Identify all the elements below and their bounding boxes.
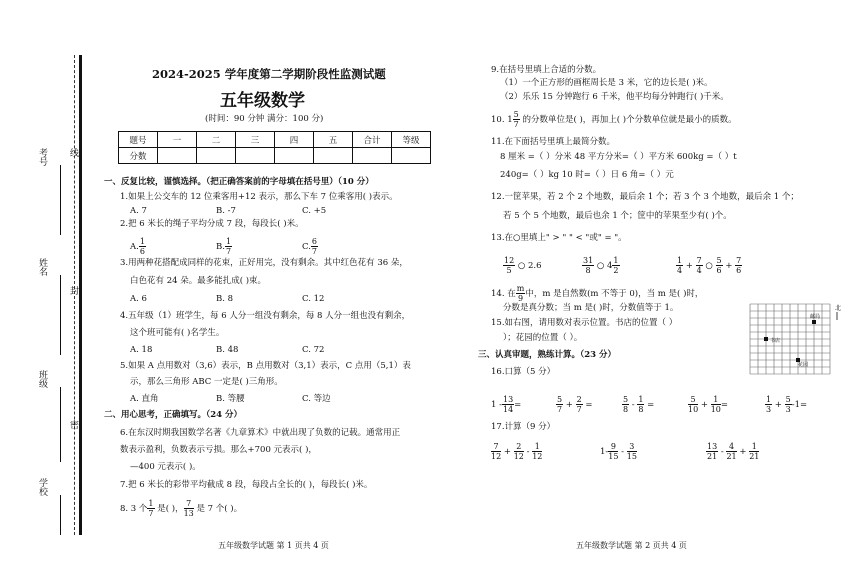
q7-text: 7.把 6 米长的彩带平均截成 8 段，每段占全长的( )，每段长( )米。 xyxy=(120,480,373,490)
score-cell[interactable] xyxy=(392,148,431,164)
q1-option-b: B. -7 xyxy=(216,206,236,216)
score-cell[interactable] xyxy=(353,148,392,164)
solid-binding-line xyxy=(79,55,82,535)
q6-text-line2: 数表示盈利，负数表示亏损。那么+700 元表示( )， xyxy=(120,445,317,455)
q2-option-b: B. $\frac{1}{7}$ xyxy=(216,237,232,256)
section3-title: 三、认真审题，熟练计算。（23 分） xyxy=(478,350,617,360)
q12-line1: 12.一筐苹果，若 2 个 2 个地数，最后余 1 个；若 3 个 3 个地数，最后余 1 个； xyxy=(491,192,799,202)
q16-item5: $\frac{1}{3}$ + $\frac{5}{3}$ -1= xyxy=(766,395,808,414)
q16-item2: $\frac{5}{7}$ + $\frac{2}{7}$ = xyxy=(557,395,593,414)
q1-option-a: A. 7 xyxy=(130,206,147,216)
seal-char-line: 线 xyxy=(68,148,78,157)
score-row-label: 分数 xyxy=(119,148,158,164)
q3-option-a: A. 6 xyxy=(130,294,147,304)
q4-option-b: B. 48 xyxy=(216,345,239,355)
dashed-binding-line xyxy=(74,55,75,535)
q11-line2: 240g=（ ）kg 10 时=（ ）日 6 角=（ ）元 xyxy=(500,170,674,180)
q17-item1: $\frac{7}{12}$ + $\frac{2}{12}$ - $\frac{1}{12}$ xyxy=(491,442,543,461)
score-cell[interactable] xyxy=(314,148,353,164)
footer-page1: 五年级数学试题 第 1 页共 4 页 xyxy=(218,541,329,550)
q5-text-line2: 示，那么三角形 ABC 一定是( )三角形。 xyxy=(130,377,283,387)
exam-no-line xyxy=(60,165,61,235)
q16-item4: $\frac{5}{10}$ + $\frac{1}{10}$ = xyxy=(688,395,729,414)
grid-label-garden: 花园 xyxy=(798,362,809,368)
score-header-cell: 等级 xyxy=(392,132,431,148)
subject-title: 五年级数学 xyxy=(220,91,305,111)
score-cell[interactable] xyxy=(275,148,314,164)
q2-option-c: C. $\frac{6}{7}$ xyxy=(302,237,317,256)
position-grid-map xyxy=(742,298,842,380)
q15-text-line1: 15.如右图，请用数对表示位置。书店的位置（ ） xyxy=(491,318,678,328)
q17-item3: $\frac{13}{21}$ - $\frac{4}{21}$ + $\frac{1}{21}$ xyxy=(707,442,760,461)
q16-title: 16.口算（5 分） xyxy=(491,367,556,377)
score-header-cell: 三 xyxy=(236,132,275,148)
score-cell[interactable] xyxy=(236,148,275,164)
q9-part2: （2）乐乐 15 分钟跑行 6 千米，他平均每分钟跑行( )千米。 xyxy=(500,92,729,102)
grid-svg xyxy=(742,298,842,380)
score-header-cell: 一 xyxy=(158,132,197,148)
school-label: 学校 xyxy=(37,478,47,496)
q12-line2: 若 5 个 5 个地数，最后也余 1 个；筐中的苹果至少有( )个。 xyxy=(503,211,732,221)
q8-text: 8. 3 个 $\frac{1}{7}$ 是( )， $\frac{7}{13}$ 是 7 个( )。 xyxy=(120,499,243,518)
exam-info: (时间：90 分钟 满分：100 分) xyxy=(205,114,324,124)
q4-text-line1: 4.五年级（1）班学生，每 6 人分一组没有剩余，每 8 人分一组也没有剩余， xyxy=(120,311,411,321)
name-line xyxy=(60,275,61,355)
score-header-cell: 四 xyxy=(275,132,314,148)
seal-char-seal: 封 xyxy=(68,286,78,295)
q3-option-c: C. 12 xyxy=(302,294,325,304)
q5-text-line1: 5.如果 A 点用数对（3,6）表示，B 点用数对（3,1）表示，C 点用（5,1）表 xyxy=(120,361,411,371)
q2-text: 2.把 6 米长的绳子平均分成 7 段，每段长( )米。 xyxy=(120,219,304,229)
score-cell[interactable] xyxy=(158,148,197,164)
q16-item3: $\frac{5}{8}$ - $\frac{1}{8}$ = xyxy=(623,395,655,414)
class-line xyxy=(60,387,61,462)
q13-title: 13.在○里填上" > " " < "或" = "。 xyxy=(491,233,627,243)
q13-item1: $\frac{12}{5}$ ○ 2.6 xyxy=(504,256,542,275)
q13-item2: $\frac{31}{8}$ ○ 4 $\frac{1}{2}$ xyxy=(583,256,619,275)
q10-text: 10. 1 $\frac{5}{7}$ 的分数单位是( )，再加上( )个分数单位就是最小的质数。 xyxy=(491,110,737,129)
q1-option-c: C. +5 xyxy=(302,206,327,216)
score-header-cell: 题号 xyxy=(119,132,158,148)
binding-margin xyxy=(0,0,92,577)
q17-item2: 1- $\frac{9}{15}$ - $\frac{3}{15}$ xyxy=(600,442,637,461)
q2-option-a: A. $\frac{1}{6}$ xyxy=(130,237,145,256)
q6-text-line1: 6.在东汉时期我国数学名著《九章算术》中就出现了负数的记载。通常用正 xyxy=(120,428,401,438)
exam-title: 2024-2025 学年度第二学期阶段性监测试题 xyxy=(152,67,386,81)
score-header-cell: 合计 xyxy=(353,132,392,148)
q5-option-a: A. 直角 xyxy=(130,394,159,404)
q5-option-c: C. 等边 xyxy=(302,394,331,404)
q1-text: 1.如果上公交车的 12 位乘客用+12 表示，那么下车 7 位乘客用( )表示。 xyxy=(120,192,398,202)
exam-no-label: 考号 xyxy=(37,148,47,166)
q11-title: 11.在下面括号里填上最简分数。 xyxy=(491,137,616,147)
q3-text-line2: 白色花有 24 朵。最多能扎成( )束。 xyxy=(130,276,267,286)
q14-text-line1: 14. 在 $\frac{m}{9}$ 中，m 是自然数(m 不等于 0)，当 m 是( )时， xyxy=(491,284,704,303)
q17-title: 17.计算（9 分） xyxy=(491,422,556,432)
q9-part1: （1）一个正方形的画框周长是 3 米，它的边长是( )米。 xyxy=(500,78,713,88)
q16-item1: 1 - $\frac{13}{14}$ = xyxy=(491,395,522,414)
q14-text-line2: 分数是真分数；当 m 是( )时，分数值等于 1。 xyxy=(503,303,679,313)
q6-text-line3: —400 元表示( )。 xyxy=(130,462,201,472)
school-line xyxy=(60,495,61,535)
q11-line1: 8 厘米 =（ ）分米 48 平方分米=（ ）平方米 600kg =（ ）t xyxy=(500,152,737,162)
footer-page2: 五年级数学试题 第 2 页共 4 页 xyxy=(576,541,687,550)
q4-option-c: C. 72 xyxy=(302,345,325,355)
score-table xyxy=(118,131,431,164)
q4-text-line2: 这个班可能有( )名学生。 xyxy=(130,328,225,338)
score-header-cell: 二 xyxy=(197,132,236,148)
q5-option-b: B. 等腰 xyxy=(216,394,245,404)
section2-title: 二、用心思考，正确填写。（24 分） xyxy=(104,410,243,420)
name-label: 姓名 xyxy=(37,258,47,276)
class-label: 班级 xyxy=(37,370,47,388)
north-label: 北 xyxy=(835,305,842,312)
score-cell[interactable] xyxy=(197,148,236,164)
section1-title: 一、反复比较，谨慎选择。（把正确答案前的字母填在括号里）（10 分） xyxy=(104,177,374,187)
q3-option-b: B. 8 xyxy=(216,294,234,304)
seal-char-secret: 密 xyxy=(68,420,78,429)
score-header-cell: 五 xyxy=(314,132,353,148)
grid-label-bookstore: 书店 xyxy=(770,338,781,344)
q15-text-line2: ）；花园的位置（ ）。 xyxy=(503,333,583,343)
q4-option-a: A. 18 xyxy=(130,345,153,355)
q9-title: 9.在括号里填上合适的分数。 xyxy=(491,65,602,75)
grid-label-postoffice: 邮局 xyxy=(810,314,821,320)
q13-item3: $\frac{1}{4}$ + $\frac{7}{4}$ ○ $\frac{5}{6}$ + $\frac{7}{6}$ xyxy=(677,256,742,275)
q3-text-line1: 3.用两种花搭配成同样的花束，正好用完，没有剩余。其中红色花有 36 朵， xyxy=(120,258,408,268)
